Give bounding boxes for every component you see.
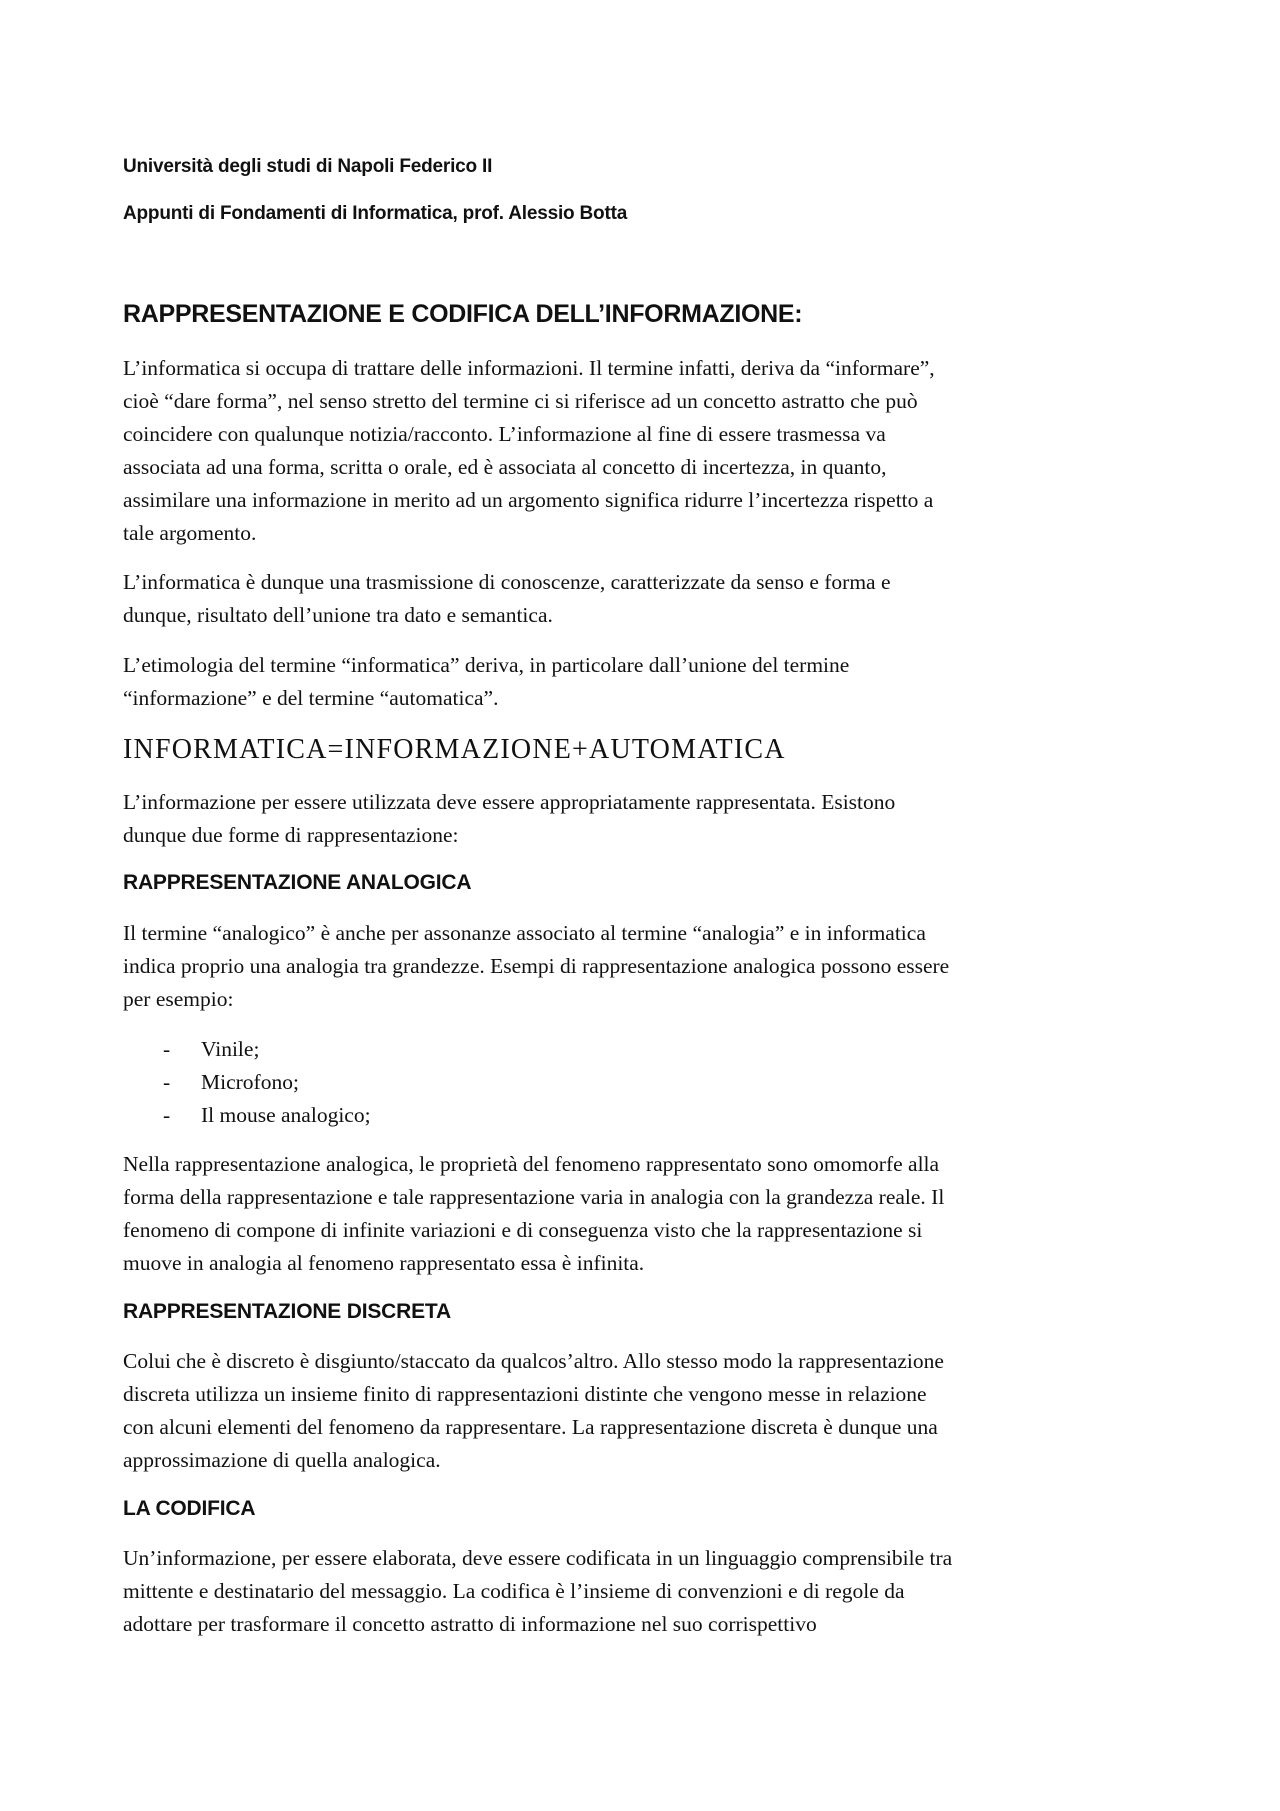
paragraph-line: con alcuni elementi del fenomeno da rappresentare. La rappresentazione discreta è dunque una — [123, 1415, 938, 1439]
subheading-discreta: RAPPRESENTAZIONE DISCRETA — [123, 1300, 451, 1323]
paragraph-line: Colui che è discreto è disgiunto/staccato da qualcos’altro. Allo stesso modo la rappresentazione — [123, 1349, 944, 1373]
paragraph-line: muove in analogia al fenomeno rappresentato essa è infinita. — [123, 1251, 645, 1275]
formula: INFORMATICA=INFORMAZIONE+AUTOMATICA — [123, 734, 786, 765]
paragraph-analogico — [123, 917, 1163, 1016]
paragraph-line: Un’informazione, per essere elaborata, deve essere codificata in un linguaggio comprensibile tra — [123, 1546, 953, 1570]
paragraph-representation — [123, 786, 1163, 852]
paragraph-line: Nella rappresentazione analogica, le proprietà del fenomeno rappresentato sono omomorfe alla — [123, 1152, 940, 1176]
paragraph-line: per esempio: — [123, 987, 234, 1011]
paragraph-line: Il termine “analogico” è anche per assonanze associato al termine “analogia” e in informatica — [123, 921, 926, 945]
paragraph-line: cioè “dare forma”, nel senso stretto del termine ci si riferisce ad un concetto astratto che può — [123, 389, 918, 413]
paragraph-line: mittente e destinatario del messaggio. La codifica è l’insieme di convenzioni e di regole da — [123, 1579, 905, 1603]
list-item-text: Microfono; — [201, 1070, 299, 1094]
paragraph-line: tale argomento. — [123, 521, 257, 545]
paragraph-line: L’etimologia del termine “informatica” deriva, in particolare dall’unione del termine — [123, 653, 850, 677]
paragraph-line: L’informatica si occupa di trattare delle informazioni. Il termine infatti, deriva da “informare”, — [123, 356, 935, 380]
paragraph-line: indica proprio una analogia tra grandezze. Esempi di rappresentazione analogica possono essere — [123, 954, 950, 978]
examples-list — [163, 1033, 371, 1132]
paragraph-line: L’informatica è dunque una trasmissione di conoscenze, caratterizzate da senso e forma e — [123, 570, 891, 594]
dash-bullet: - — [163, 1037, 171, 1061]
paragraph-line: adottare per trasformare il concetto astratto di informazione nel suo corrispettivo — [123, 1612, 817, 1636]
paragraph-transmission — [123, 566, 1163, 632]
paragraph-discreta — [123, 1345, 1163, 1477]
paragraph-line: dunque due forme di rappresentazione: — [123, 823, 459, 847]
paragraph-line: forma della rappresentazione e tale rappresentazione varia in analogia con la grandezza reale. Il — [123, 1185, 945, 1209]
paragraph-line: coincidere con qualunque notizia/racconto. L’informazione al fine di essere trasmessa va — [123, 422, 886, 446]
paragraph-intro — [123, 352, 1163, 550]
list-item-text: Il mouse analogico; — [201, 1103, 371, 1127]
subheading-analogica: RAPPRESENTAZIONE ANALOGICA — [123, 871, 472, 894]
paragraph-line: “informazione” e del termine “automatica”. — [123, 686, 499, 710]
university-header: Università degli studi di Napoli Federico II — [123, 156, 493, 177]
list-item-text: Vinile; — [201, 1037, 260, 1061]
paragraph-analogica-detail — [123, 1148, 1163, 1280]
course-header: Appunti di Fondamenti di Informatica, prof. Alessio Botta — [123, 203, 628, 224]
paragraph-codifica — [123, 1542, 1163, 1641]
paragraph-etymology — [123, 649, 1163, 715]
paragraph-line: dunque, risultato dell’unione tra dato e semantica. — [123, 603, 553, 627]
paragraph-line: L’informazione per essere utilizzata deve essere appropriatamente rappresentata. Esistono — [123, 790, 896, 814]
paragraph-line: assimilare una informazione in merito ad un argomento significa ridurre l’incertezza rispetto a — [123, 488, 934, 512]
page-title: RAPPRESENTAZIONE E CODIFICA DELL’INFORMAZIONE: — [123, 300, 803, 328]
paragraph-line: associata ad una forma, scritta o orale, ed è associata al concetto di incertezza, in quanto, — [123, 455, 887, 479]
paragraph-line: fenomeno di compone di infinite variazioni e di conseguenza visto che la rappresentazione si — [123, 1218, 923, 1242]
dash-bullet: - — [163, 1070, 171, 1094]
list-item — [163, 1033, 371, 1066]
subheading-codifica: LA CODIFICA — [123, 1497, 256, 1520]
paragraph-line: approssimazione di quella analogica. — [123, 1448, 441, 1472]
paragraph-line: discreta utilizza un insieme finito di rappresentazioni distinte che vengono messe in relazione — [123, 1382, 927, 1406]
list-item — [163, 1099, 371, 1132]
dash-bullet: - — [163, 1103, 171, 1127]
list-item — [163, 1066, 371, 1099]
